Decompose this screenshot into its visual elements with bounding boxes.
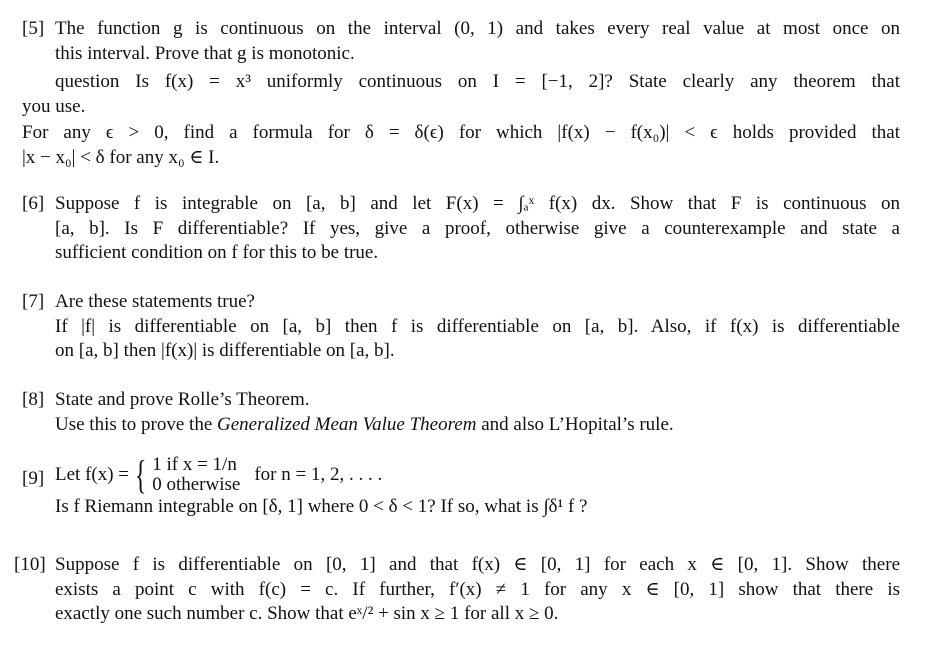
piecewise-cases [152, 455, 240, 495]
problem-number: [10] [14, 554, 46, 575]
problem-number: [6] [22, 193, 45, 214]
brace-symbol: { [134, 452, 147, 497]
problem-text: you use. [22, 95, 86, 117]
piecewise-lhs: Let f(x) = [55, 463, 130, 485]
problem-text-part: and also L’Hopital’s rule. [476, 413, 674, 435]
problem-text: Suppose f is differentiable on [0, 1] and that f(x) ∈ [0, 1] for each x ∈ [0, 1]. Show there [55, 554, 900, 575]
piecewise-definition [55, 452, 900, 497]
case-2: 0 otherwise [152, 474, 241, 495]
problem-text [55, 413, 900, 438]
problem-text: Is f Riemann integrable on [δ, 1] where 0 < δ < 1? If so, what is ∫δ¹ f ? [55, 496, 588, 517]
problem-number: [9] [22, 468, 45, 489]
problem-text: State and prove Rolle’s Theorem. [55, 389, 310, 410]
problem-7 [22, 290, 900, 364]
problem-6 [22, 192, 900, 266]
problem-text: [a, b]. Is F differentiable? If yes, give a proof, otherwise give a counterexample and state a [55, 217, 900, 239]
theorem-name: Generalized Mean Value Theorem [217, 413, 477, 435]
problem-text: If |f| is differentiable on [a, b] then f is differentiable on [a, b]. Also, if f(x) is differentiable [55, 315, 900, 337]
problem-text-part: Use this to prove the [55, 413, 218, 435]
problem-text: |x − x₀| < δ for any x₀ ∈ I. [22, 146, 220, 168]
problem-text: question Is f(x) = x³ uniformly continuous on I = [−1, 2]? State clearly any theorem that [55, 71, 900, 92]
case-1: 1 if x = 1/n [152, 454, 237, 475]
problem-10 [14, 553, 900, 627]
piecewise-function [55, 452, 383, 497]
problem-text: For any ϵ > 0, find a formula for δ = δ(ϵ) for which |f(x) − f(x₀)| < ϵ holds provided that [22, 122, 900, 143]
problem-number: [8] [22, 389, 45, 410]
problem-number: [7] [22, 291, 45, 312]
problem-text: this interval. Prove that g is monotonic. [55, 42, 355, 64]
problem-text: exactly one such number c. Show that eˣ/² + sin x ≥ 1 for all x ≥ 0. [55, 603, 559, 624]
problem-text: Are these statements true? [55, 291, 255, 312]
piecewise-domain: for n = 1, 2, . . . . [254, 463, 383, 485]
problem-text: exists a point c with f(c) = c. If further, f′(x) ≠ 1 for any x ∈ [0, 1] show that there is [55, 578, 900, 600]
problem-text: sufficient condition on f for this to be true. [55, 242, 379, 263]
problem-text: The function g is continuous on the interval (0, 1) and takes every real value at most once on [55, 18, 900, 39]
problem-text: Suppose f is integrable on [a, b] and let F(x) = ∫ₐˣ f(x) dx. Show that F is continuous on [55, 193, 900, 214]
problem-number: [5] [22, 18, 45, 39]
problem-8 [22, 388, 900, 437]
problem-5 [22, 17, 900, 170]
problem-9 [22, 452, 900, 520]
problem-text: on [a, b] then |f(x)| is differentiable on [a, b]. [55, 340, 395, 361]
